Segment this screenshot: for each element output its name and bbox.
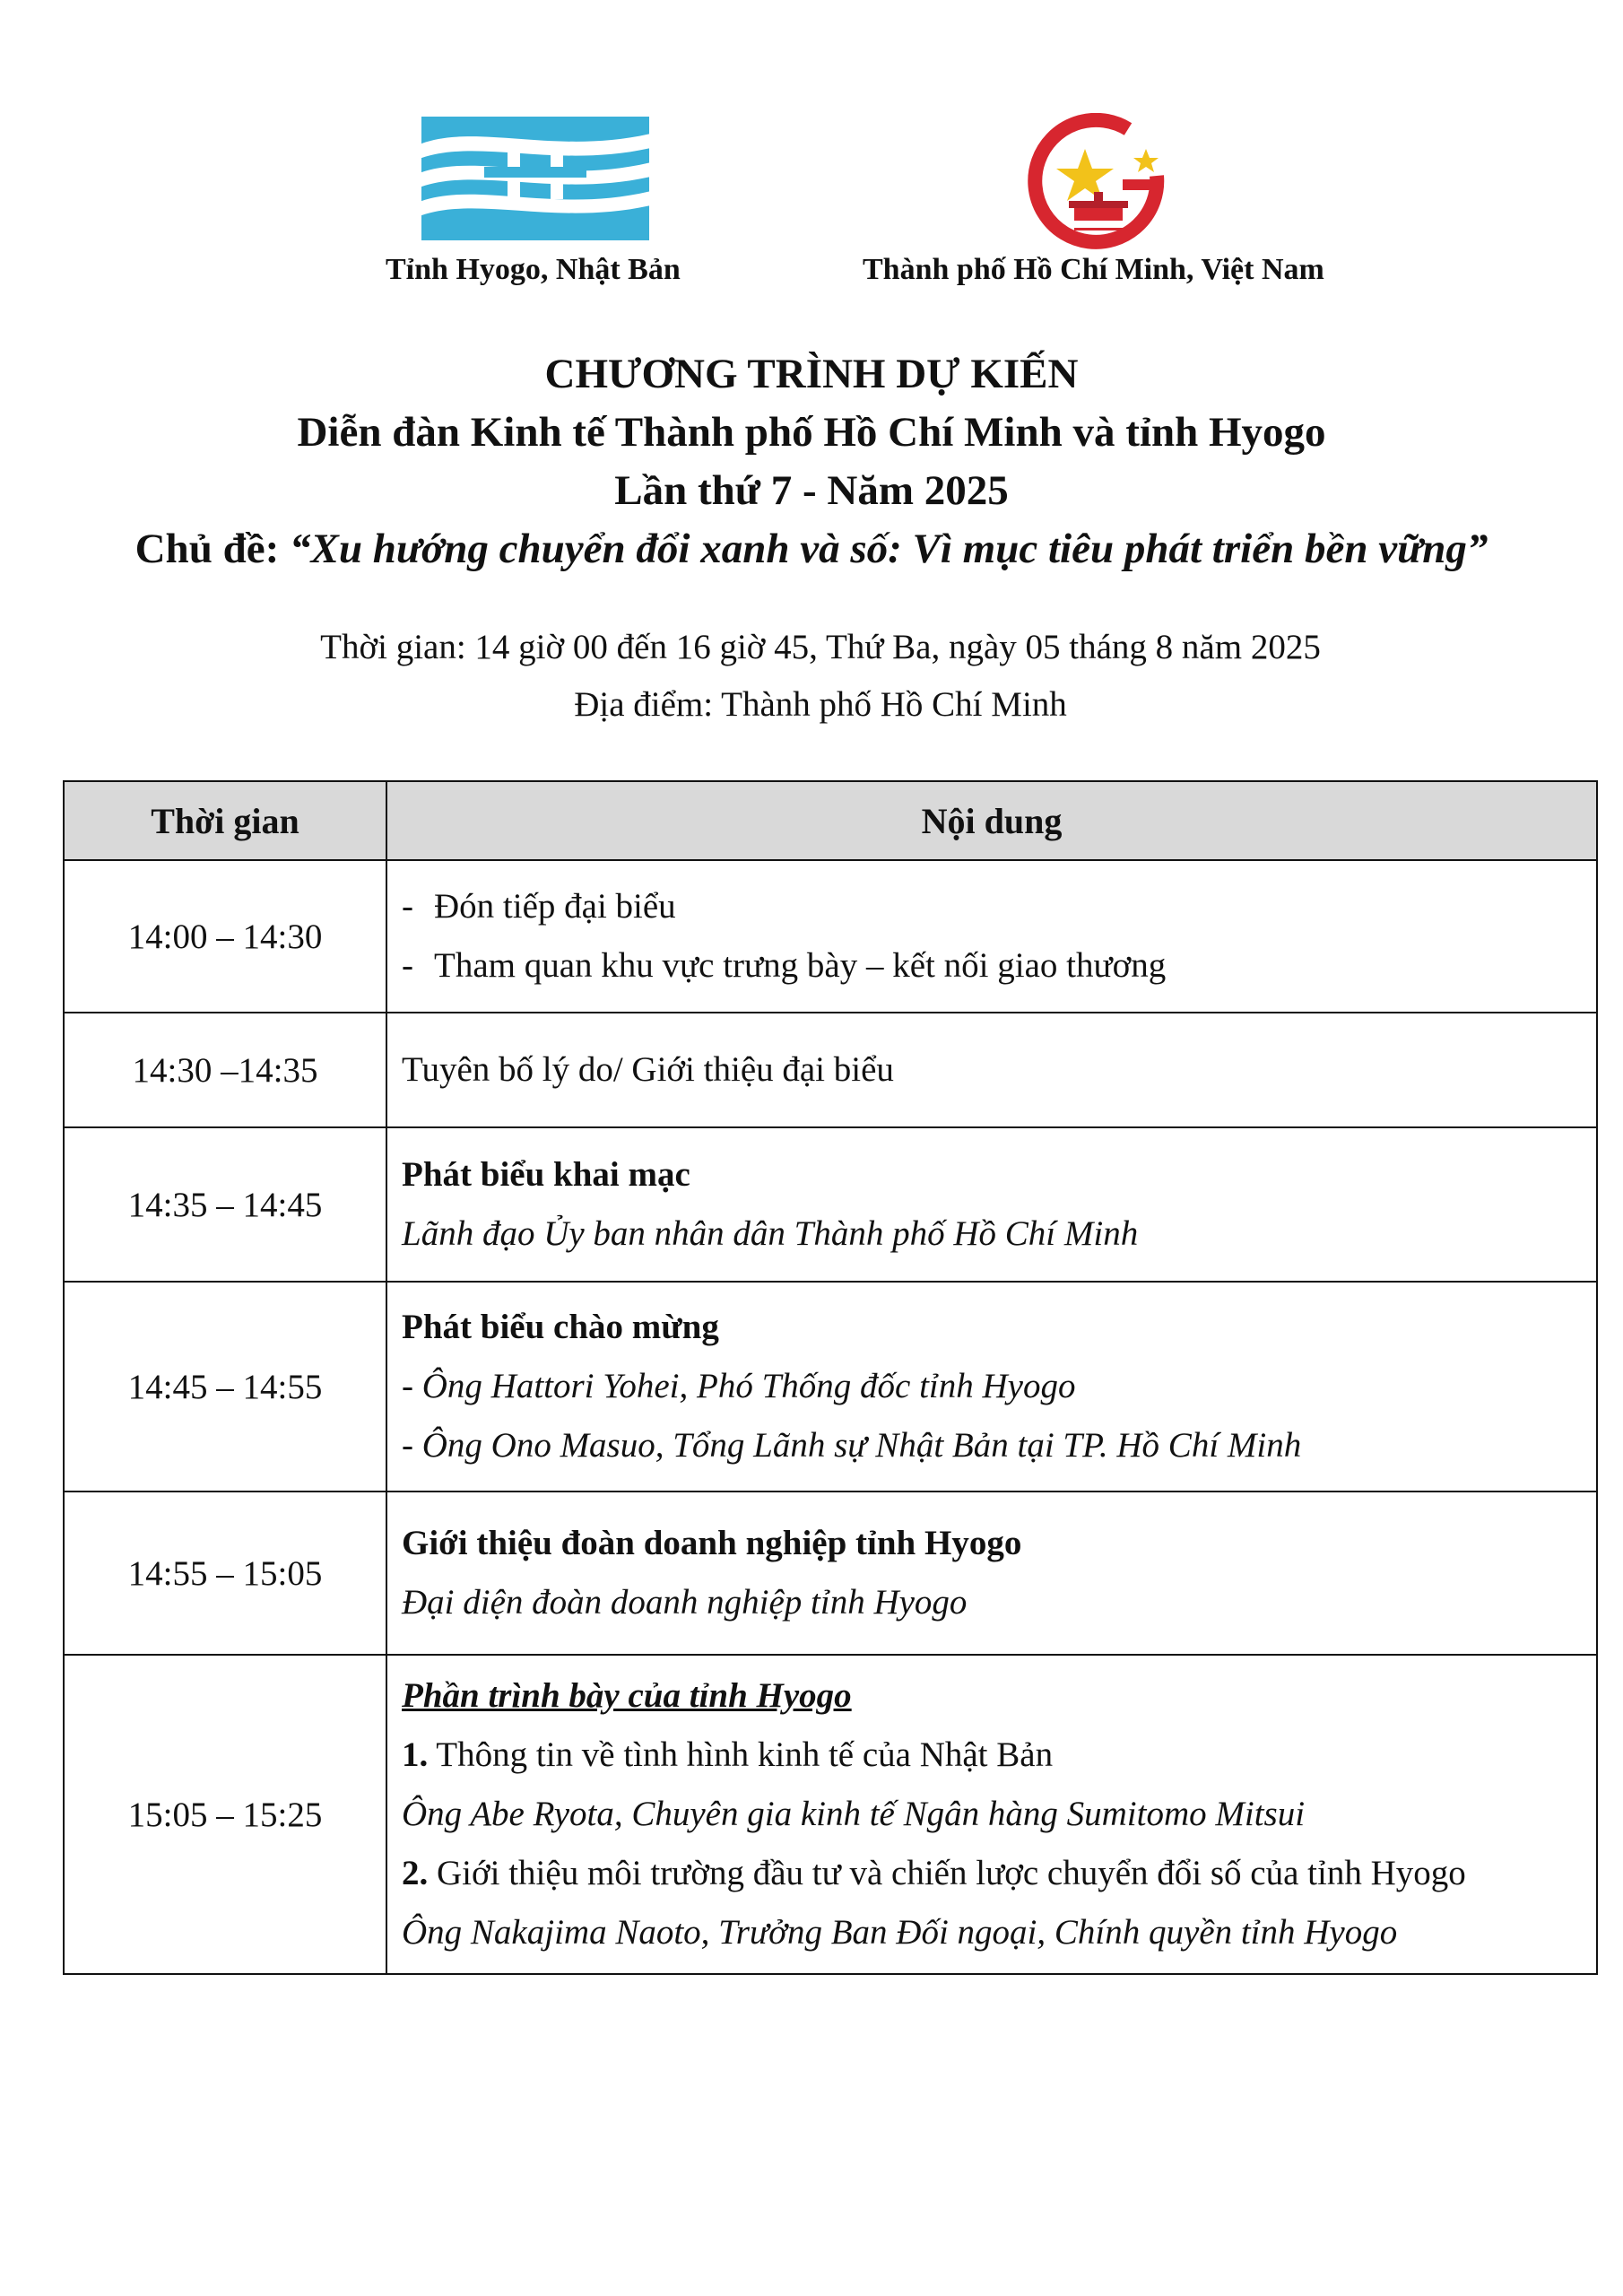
hyogo-prefecture-emblem-icon xyxy=(421,117,649,240)
table-row xyxy=(64,860,1597,1013)
content-line: 2. Giới thiệu môi trường đầu tư và chiến lược chuyển đổi số của tỉnh Hyogo xyxy=(402,1854,1466,1892)
header-time: Thời gian xyxy=(64,781,386,860)
content-heading: Phát biểu khai mạc xyxy=(402,1155,690,1194)
hyogo-logo xyxy=(421,117,649,240)
content-line: - Tham quan khu vực trưng bày – kết nối giao thương xyxy=(402,946,1167,985)
content-speaker: Ông Nakajima Naoto, Trưởng Ban Đối ngoại, Chính quyền tỉnh Hyogo xyxy=(402,1913,1398,1952)
content-line: - Đón tiếp đại biểu xyxy=(402,887,676,926)
event-venue: Địa điểm: Thành phố Hồ Chí Minh xyxy=(574,685,1067,724)
row-time: 14:45 – 14:55 xyxy=(64,1282,386,1492)
page-title: CHƯƠNG TRÌNH DỰ KIẾN xyxy=(544,351,1079,397)
row-content xyxy=(386,1013,1597,1127)
title-block xyxy=(0,345,1623,578)
table-header-row xyxy=(64,781,1597,860)
event-time: Thời gian: 14 giờ 00 đến 16 giờ 45, Thứ Ba, ngày 05 tháng 8 năm 2025 xyxy=(320,628,1321,666)
content-speaker: - Ông Ono Masuo, Tổng Lãnh sự Nhật Bản tại TP. Hồ Chí Minh xyxy=(402,1426,1302,1465)
table-row xyxy=(64,1013,1597,1127)
content-line: Tuyên bố lý do/ Giới thiệu đại biểu xyxy=(402,1050,894,1089)
theme-label: Chủ đề: xyxy=(135,526,290,572)
edition: Lần thứ 7 - Năm 2025 xyxy=(614,467,1009,514)
hyogo-caption: Tỉnh Hyogo, Nhật Bản xyxy=(386,253,681,286)
content-heading: Phần trình bày của tỉnh Hyogo xyxy=(402,1676,852,1715)
header-content: Nội dung xyxy=(386,781,1597,860)
event-meta xyxy=(0,619,1623,734)
theme-line xyxy=(0,520,1623,578)
content-line: 1. Thông tin về tình hình kinh tế của Nhật Bản xyxy=(402,1735,1054,1774)
row-content xyxy=(386,860,1597,1013)
content-heading: Giới thiệu đoàn doanh nghiệp tỉnh Hyogo xyxy=(402,1524,1022,1562)
row-content xyxy=(386,1655,1597,1974)
hcm-city-emblem-icon xyxy=(1022,113,1175,257)
theme-text: “Xu hướng chuyển đổi xanh và số: Vì mục tiêu phát triển bền vững” xyxy=(289,526,1488,572)
table-row xyxy=(64,1655,1597,1974)
table-row xyxy=(64,1492,1597,1655)
content-speaker: Đại diện đoàn doanh nghiệp tỉnh Hyogo xyxy=(402,1583,968,1622)
content-heading: Phát biểu chào mừng xyxy=(402,1308,719,1346)
table-row xyxy=(64,1127,1597,1282)
hcm-logo xyxy=(1022,113,1175,257)
row-time: 14:35 – 14:45 xyxy=(64,1127,386,1282)
row-content xyxy=(386,1282,1597,1492)
forum-name: Diễn đàn Kinh tế Thành phố Hồ Chí Minh và tỉnh Hyogo xyxy=(297,409,1326,456)
row-content xyxy=(386,1492,1597,1655)
row-time: 14:55 – 15:05 xyxy=(64,1492,386,1655)
content-speaker: - Ông Hattori Yohei, Phó Thống đốc tỉnh Hyogo xyxy=(402,1367,1076,1405)
content-speaker: Ông Abe Ryota, Chuyên gia kinh tế Ngân hàng Sumitomo Mitsui xyxy=(402,1795,1306,1833)
content-speaker: Lãnh đạo Ủy ban nhân dân Thành phố Hồ Chí Minh xyxy=(402,1214,1139,1253)
row-time: 14:00 – 14:30 xyxy=(64,860,386,1013)
agenda-table xyxy=(63,780,1598,1975)
table-row xyxy=(64,1282,1597,1492)
hcm-caption: Thành phố Hồ Chí Minh, Việt Nam xyxy=(863,253,1324,286)
row-time: 15:05 – 15:25 xyxy=(64,1655,386,1974)
row-time: 14:30 –14:35 xyxy=(64,1013,386,1127)
row-content xyxy=(386,1127,1597,1282)
